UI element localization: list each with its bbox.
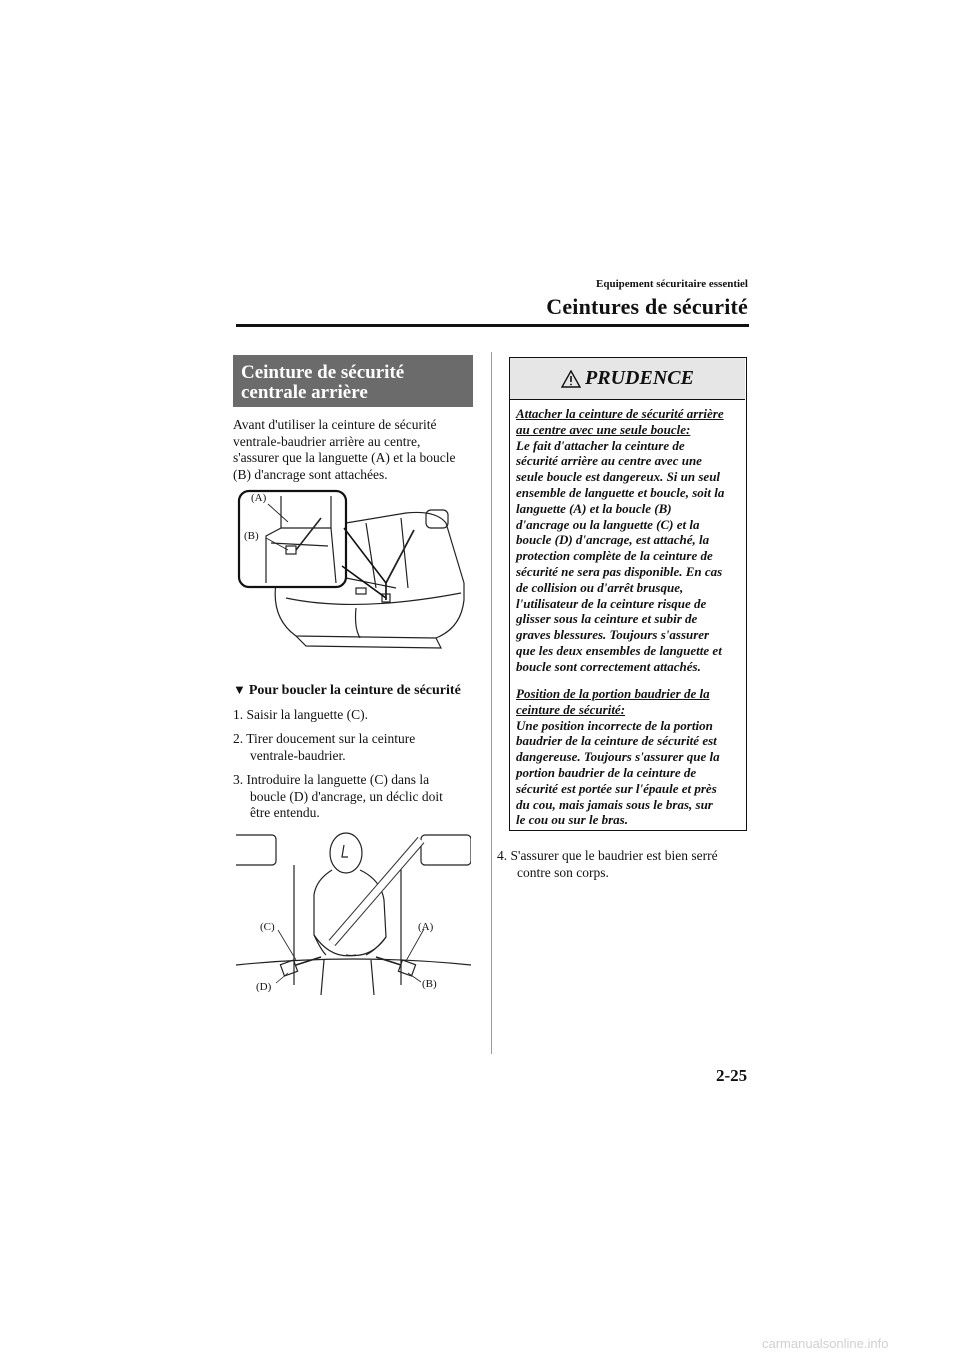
caution-line: l'utilisateur de la ceinture risque de <box>516 595 707 611</box>
step-number: 3. <box>233 772 244 787</box>
caution-line: seule boucle est dangereux. Si un seul <box>516 469 721 485</box>
header-divider <box>236 324 749 327</box>
triangle-marker-icon: ▼ <box>233 682 246 697</box>
caution-line: protection complète de la ceinture de <box>516 548 713 564</box>
caution-line: le cou ou sur le bras. <box>516 812 628 828</box>
step-text: contre son corps. <box>517 864 609 880</box>
caution-line: de collision ou d'arrêt brusque, <box>516 579 684 595</box>
step-text: boucle (D) d'ancrage, un déclic doit <box>250 788 443 804</box>
caution-line: sécurité arrière au centre avec une <box>516 453 702 469</box>
caution-line: boucle sont correctement attachés. <box>516 658 701 674</box>
watermark: carmanualsonline.info <box>762 1336 889 1351</box>
section-heading-line: Ceinture de sécurité <box>241 362 405 383</box>
caution-line: ensemble de languette et boucle, soit la <box>516 484 725 500</box>
warning-triangle-icon <box>561 370 581 388</box>
figure2-label-b: (B) <box>422 978 437 990</box>
step-number: 4. <box>497 848 508 863</box>
caution-line: du cou, mais jamais sous le bras, sur <box>516 796 713 812</box>
caution-heading-line: Attacher la ceinture de sécurité arrière <box>516 406 724 421</box>
caution-line: portion baudrier de la ceinture de <box>516 764 697 780</box>
chapter-title: Equipement sécuritaire essentiel <box>596 278 748 290</box>
step-3 <box>233 772 483 822</box>
subheading-text: Pour boucler la ceinture de sécurité <box>248 683 461 698</box>
intro-line: s'assurer que la languette (A) et la boucle <box>233 450 456 465</box>
caution-line: Le fait d'attacher la ceinture de <box>516 437 685 453</box>
section-heading-line: centrale arrière <box>241 382 368 403</box>
step-4 <box>497 848 718 881</box>
step-text: S'assurer que le baudrier est bien serré <box>510 848 718 863</box>
caution-header <box>510 358 745 400</box>
step-text: Introduire la languette (C) dans la <box>246 772 430 787</box>
step-text: ventrale-baudrier. <box>250 747 346 763</box>
caution-line: d'ancrage ou la languette (C) et la <box>516 516 700 532</box>
rear-seat-illustration <box>236 488 486 668</box>
figure1-label-a: (A) <box>251 492 267 504</box>
caution-title: PRUDENCE <box>585 367 694 389</box>
caution-heading-line: ceinture de sécurité: <box>516 701 626 717</box>
caution-line: glisser sous la ceinture et subir de <box>516 611 698 627</box>
step-1 <box>233 707 483 724</box>
page-title: Ceintures de sécurité <box>546 294 748 319</box>
caution-line: graves blessures. Toujours s'assurer <box>516 627 710 643</box>
step-2 <box>233 731 483 764</box>
caution-heading-line: au centre avec une seule boucle: <box>516 421 691 437</box>
step-text: Saisir la languette (C). <box>246 707 368 722</box>
caution-line: boucle (D) d'ancrage, est attaché, la <box>516 532 710 548</box>
subheading <box>233 682 461 699</box>
intro-line: (B) d'ancrage sont attachées. <box>233 466 388 482</box>
figure2-label-a: (A) <box>418 921 434 933</box>
intro-line: Avant d'utiliser la ceinture de sécurité <box>233 417 437 432</box>
intro-line: ventrale-baudrier arrière au centre, <box>233 433 421 449</box>
caution-line: languette (A) et la boucle (B) <box>516 500 672 516</box>
figure2-label-c: (C) <box>260 921 275 933</box>
step-text: Tirer doucement sur la ceinture <box>246 731 416 746</box>
step-text: être entendu. <box>250 805 320 820</box>
step-number: 2. <box>233 731 244 746</box>
column-divider <box>491 352 492 1054</box>
caution-line: sécurité est portée sur l'épaule et près <box>516 780 717 796</box>
caution-block-1 <box>516 406 748 675</box>
caution-block-2 <box>516 686 748 828</box>
intro-paragraph <box>233 417 478 483</box>
section-heading <box>233 355 473 407</box>
figure2-label-d: (D) <box>256 981 272 993</box>
caution-line: sécurité ne sera pas disponible. En cas <box>516 563 723 579</box>
step-number: 1. <box>233 707 244 722</box>
caution-line: Une position incorrecte de la portion <box>516 717 713 733</box>
caution-line: baudrier de la ceinture de sécurité est <box>516 733 717 749</box>
page-number: 2-25 <box>716 1066 748 1085</box>
caution-line: dangereuse. Toujours s'assurer que la <box>516 749 720 765</box>
figure1-label-b: (B) <box>244 530 259 542</box>
caution-line: que les deux ensembles de languette et <box>516 642 722 658</box>
caution-heading-line: Position de la portion baudrier de la <box>516 686 710 701</box>
